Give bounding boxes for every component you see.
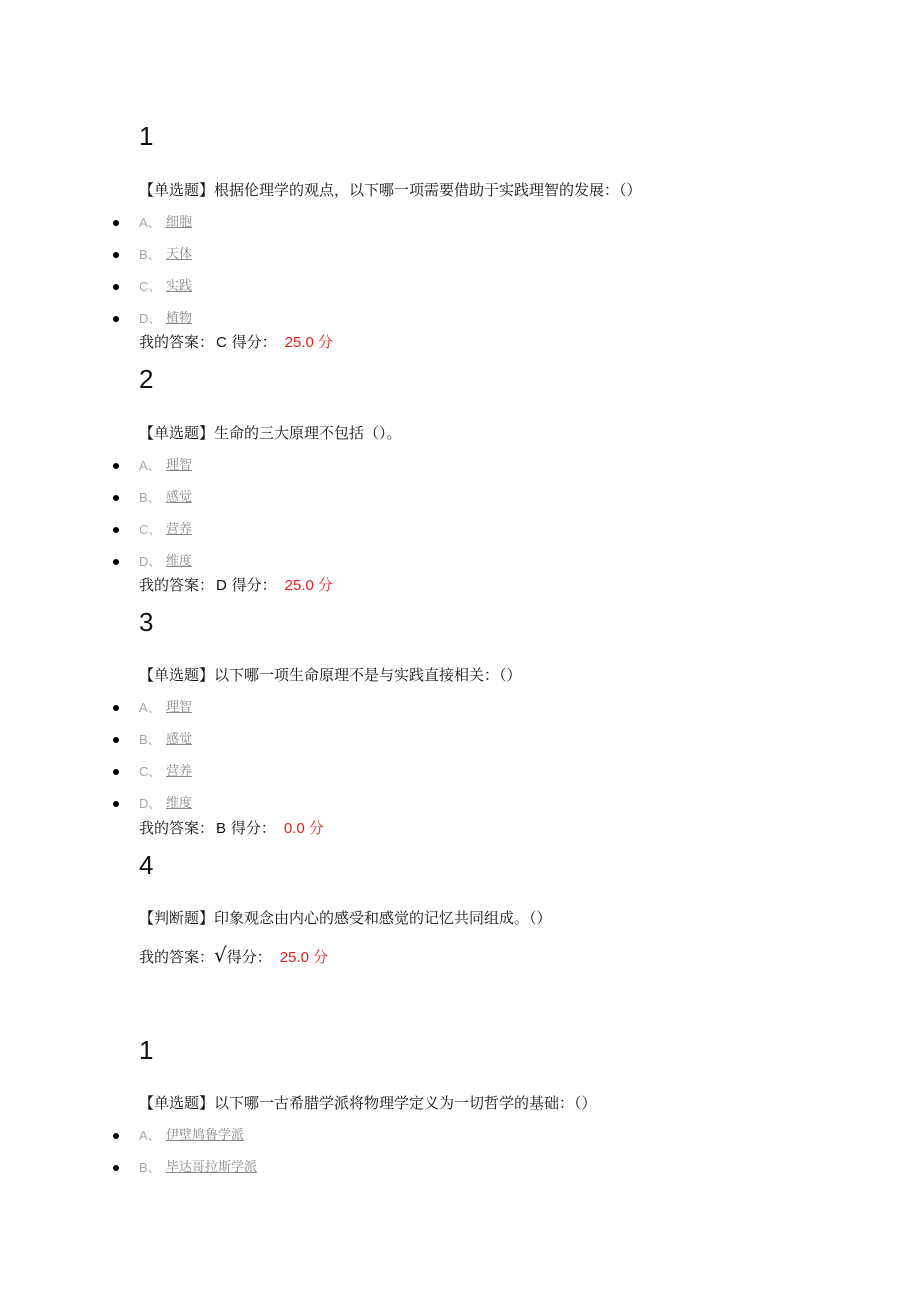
my-answer-line (139, 945, 328, 968)
score-value: 0.0 (283, 820, 305, 837)
option-link[interactable]: 天体 (166, 247, 193, 262)
bullet-icon (113, 1133, 119, 1139)
option-b[interactable] (0, 489, 600, 509)
option-a[interactable] (0, 1127, 600, 1147)
question-number: 4 (139, 850, 154, 880)
question-text: 【单选题】以下哪一古希腊学派将物理学定义为一切哲学的基础：（） (139, 1094, 597, 1112)
option-a[interactable] (0, 699, 600, 719)
score-unit: 分 (317, 576, 333, 594)
score-unit: 分 (312, 948, 328, 966)
option-link[interactable]: 营养 (166, 764, 193, 779)
option-letter: C、 (139, 764, 162, 779)
answer-label: 我的答案： (139, 576, 215, 594)
option-link[interactable]: 营养 (166, 522, 193, 537)
option-letter: A、 (139, 215, 161, 230)
option-letter: A、 (139, 458, 161, 473)
bullet-icon (113, 284, 119, 290)
option-d[interactable] (0, 310, 600, 330)
option-c[interactable] (0, 521, 600, 541)
answer-value: D (216, 577, 227, 594)
option-letter: B、 (139, 1160, 161, 1175)
option-link[interactable]: 理智 (166, 458, 193, 473)
score-label: 得分： (230, 819, 276, 837)
bullet-icon (113, 316, 119, 322)
my-answer-line (139, 332, 333, 353)
score-label: 得分： (231, 576, 277, 594)
option-letter: B、 (139, 490, 161, 505)
option-link[interactable]: 感觉 (166, 732, 193, 747)
bullet-icon (113, 559, 119, 565)
option-link[interactable]: 维度 (166, 554, 193, 569)
score-label: 得分： (231, 333, 277, 351)
option-letter: A、 (139, 700, 161, 715)
question-number: 2 (139, 364, 154, 394)
question-number: 3 (139, 607, 154, 637)
option-c[interactable] (0, 763, 600, 783)
bullet-icon (113, 252, 119, 258)
score-unit: 分 (317, 333, 333, 351)
bullet-icon (113, 220, 119, 226)
option-link[interactable]: 感觉 (166, 490, 193, 505)
answer-value: C (216, 334, 227, 351)
option-d[interactable] (0, 795, 600, 815)
option-letter: B、 (139, 732, 161, 747)
option-letter: C、 (139, 279, 162, 294)
score-value: 25.0 (284, 577, 314, 594)
answer-label: 我的答案： (139, 333, 215, 351)
option-a[interactable] (0, 457, 600, 477)
option-a[interactable] (0, 214, 600, 234)
answer-label: 我的答案： (139, 819, 215, 837)
question-number: 1 (139, 1035, 154, 1065)
bullet-icon (113, 705, 119, 711)
bullet-icon (113, 737, 119, 743)
option-letter: D、 (139, 796, 162, 811)
option-link[interactable]: 植物 (166, 311, 193, 326)
check-mark-icon: √ (214, 943, 227, 967)
answer-value: B (216, 820, 227, 837)
score-value: 25.0 (284, 334, 314, 351)
option-link[interactable]: 细胞 (166, 215, 193, 230)
score-value: 25.0 (279, 949, 309, 966)
question-text: 【判断题】印象观念由内心的感受和感觉的记忆共同组成。（） (139, 909, 552, 927)
option-b[interactable] (0, 246, 600, 266)
question-text: 【单选题】生命的三大原理不包括（）。 (139, 424, 402, 442)
option-link[interactable]: 毕达哥拉斯学派 (166, 1160, 258, 1175)
bullet-icon (113, 495, 119, 501)
option-link[interactable]: 伊壁鸠鲁学派 (166, 1128, 245, 1143)
option-link[interactable]: 理智 (166, 700, 193, 715)
bullet-icon (113, 1165, 119, 1171)
score-unit: 分 (308, 819, 324, 837)
option-b[interactable] (0, 731, 600, 751)
option-link[interactable]: 维度 (166, 796, 193, 811)
option-letter: B、 (139, 247, 161, 262)
option-letter: D、 (139, 311, 162, 326)
bullet-icon (113, 463, 119, 469)
option-letter: D、 (139, 554, 162, 569)
score-label: 得分： (226, 948, 272, 966)
bullet-icon (113, 527, 119, 533)
my-answer-line (139, 818, 324, 839)
option-d[interactable] (0, 553, 600, 573)
option-b[interactable] (0, 1159, 600, 1179)
question-text: 【单选题】根据伦理学的观点，以下哪一项需要借助于实践理智的发展：（） (139, 181, 642, 199)
bullet-icon (113, 769, 119, 775)
answer-label: 我的答案： (139, 948, 215, 966)
option-letter: A、 (139, 1128, 161, 1143)
option-c[interactable] (0, 278, 600, 298)
option-link[interactable]: 实践 (166, 279, 193, 294)
question-text: 【单选题】以下哪一项生命原理不是与实践直接相关：（） (139, 666, 522, 684)
bullet-icon (113, 801, 119, 807)
my-answer-line (139, 575, 333, 596)
question-number: 1 (139, 121, 154, 151)
option-letter: C、 (139, 522, 162, 537)
